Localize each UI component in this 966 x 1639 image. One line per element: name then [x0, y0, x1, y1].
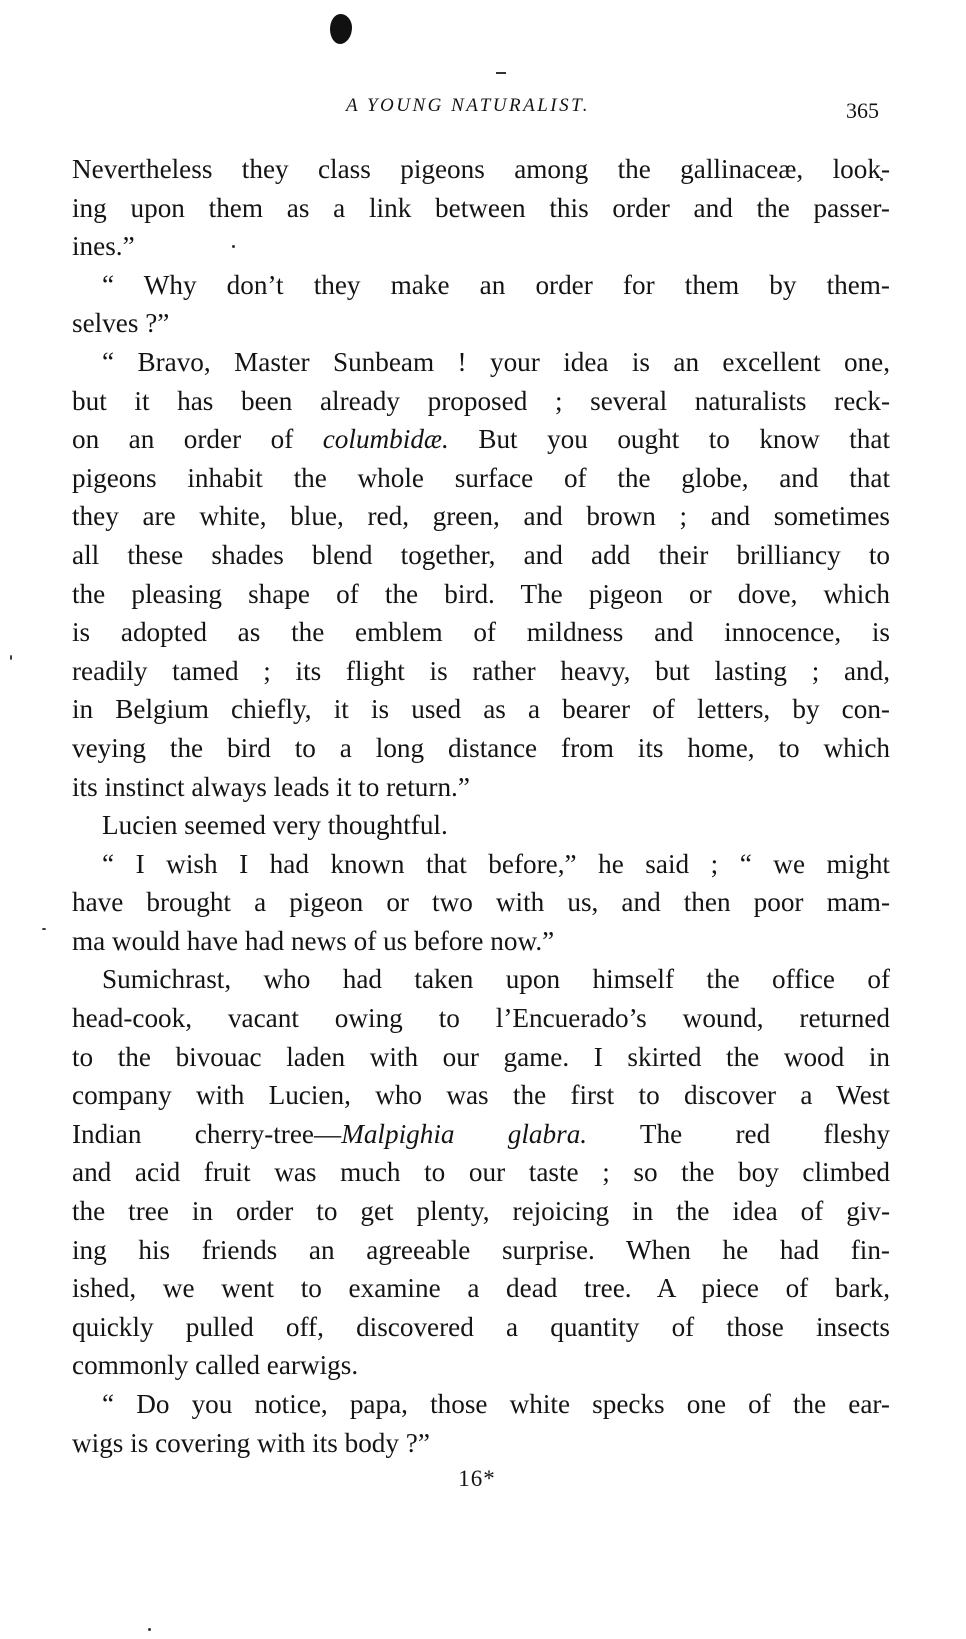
- text-line: selves ?”: [72, 308, 170, 339]
- text-segment: But you ought to know that: [448, 424, 890, 455]
- text-segment: on an order of: [72, 424, 323, 455]
- text-line: pigeons inhabit the whole surface of the globe, and that: [72, 462, 890, 493]
- text-line: wigs is covering with its body ?”: [72, 1427, 430, 1458]
- text-line: [72, 1115, 890, 1154]
- text-segment: The red fleshy: [587, 1118, 890, 1149]
- italic-term: columbidæ.: [322, 424, 449, 455]
- print-dash-mark: [496, 72, 506, 74]
- text-line: Nevertheless they class pigeons among the gallinaceæ, look-: [72, 154, 890, 184]
- print-speck: [148, 1628, 151, 1631]
- ink-blot-mark: [330, 14, 352, 44]
- text-line: readily tamed ; its flight is rather heavy, but lasting ; and,: [72, 655, 890, 686]
- text-line: “ Do you notice, papa, those white specks one of the ear-: [102, 1389, 890, 1419]
- text-line: its instinct always leads it to return.”: [72, 771, 470, 802]
- text-line: ma would have had news of us before now.”: [72, 925, 555, 956]
- text-line: the pleasing shape of the bird. The pigeon or dove, which: [72, 578, 890, 609]
- text-line: ished, we went to examine a dead tree. A piece of bark,: [72, 1273, 890, 1304]
- text-line: Sumichrast, who had taken upon himself the office of: [102, 964, 890, 995]
- text-line: company with Lucien, who was the first to discover a West: [72, 1080, 890, 1111]
- body-text: [72, 150, 890, 1462]
- text-line: “ Why don’t they make an order for them by them-: [102, 269, 890, 300]
- italic-term: Malpighia glabra.: [341, 1118, 588, 1149]
- running-title: A YOUNG NATURALIST.: [345, 95, 591, 116]
- text-line: the tree in order to get plenty, rejoicing in the idea of giv-: [72, 1196, 890, 1227]
- text-line: Lucien seemed very thoughtful.: [102, 810, 448, 841]
- page-number: 365: [846, 98, 879, 123]
- text-line: quickly pulled off, discovered a quantity of those insects: [72, 1311, 890, 1342]
- text-line: “ I wish I had known that before,” he said ; “ we might: [102, 848, 890, 879]
- text-line: all these shades blend together, and add their brilliancy to: [72, 539, 890, 570]
- text-line: commonly called earwigs.: [72, 1350, 359, 1381]
- text-line: head-cook, vacant owing to l’Encuerado’s wound, returned: [72, 1003, 890, 1034]
- text-line: in Belgium chiefly, it is used as a bearer of letters, by con-: [72, 694, 890, 725]
- running-head: [0, 92, 966, 126]
- signature-mark: 16*: [458, 1466, 496, 1491]
- text-line: have brought a pigeon or two with us, and then poor mam-: [72, 887, 890, 918]
- text-line: “ Bravo, Master Sunbeam ! your idea is an excellent one,: [102, 346, 890, 377]
- text-segment: Indian cherry-tree—: [72, 1118, 342, 1149]
- print-speck: [10, 655, 12, 660]
- print-speck: [42, 928, 46, 930]
- text-line: and acid fruit was much to our taste ; so the boy climbed: [72, 1157, 890, 1188]
- text-line: veying the bird to a long distance from its home, to which: [72, 732, 890, 763]
- text-line: [72, 420, 890, 459]
- text-line: ing his friends an agreeable surprise. When he had fin-: [72, 1234, 890, 1265]
- text-line: but it has been already proposed ; several naturalists reck-: [72, 385, 890, 416]
- text-line: to the bivouac laden with our game. I skirted the wood in: [72, 1041, 890, 1072]
- text-line: is adopted as the emblem of mildness and innocence, is: [72, 617, 890, 648]
- text-line: ines.”: [72, 231, 135, 262]
- text-line: ing upon them as a link between this order and the passer-: [72, 192, 890, 223]
- text-line: they are white, blue, red, green, and brown ; and sometimes: [72, 501, 890, 532]
